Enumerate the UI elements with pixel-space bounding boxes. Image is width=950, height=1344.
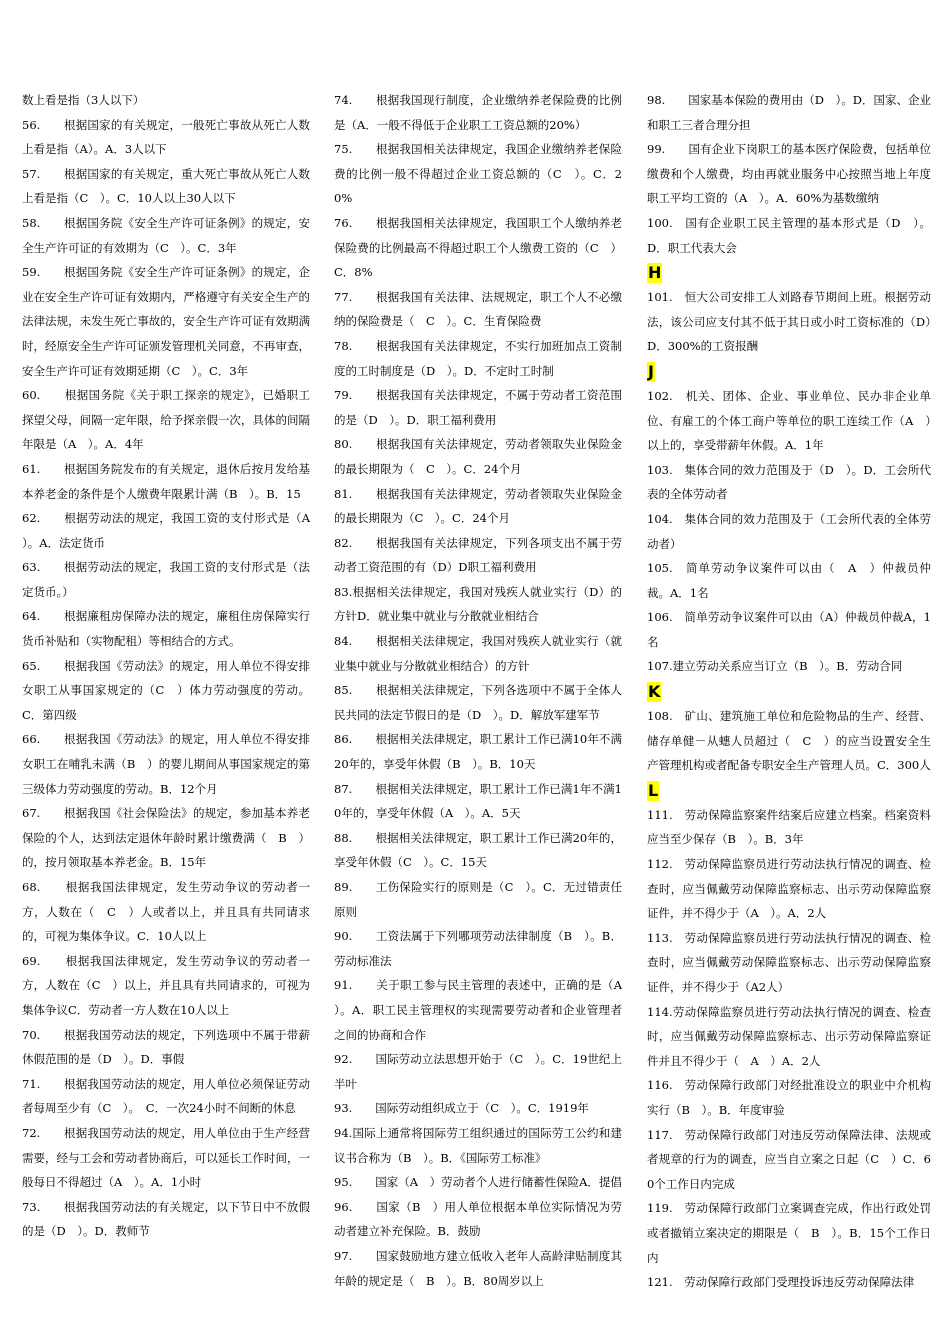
question-item: 80. 根据我国有关法律规定，劳动者领取失业保险金的最长期限为（ C ）。C．24个月 xyxy=(334,437,622,476)
question-item: 66. 根据我国《劳动法》的规定，用人单位不得安排女职工在哺乳未满（B ）的婴儿期间从事国家规定的第三级体力劳动强度的劳动。B．12个月 xyxy=(22,732,310,796)
question-item: 93. 国际劳动组织成立于（C ）。C．1919年 xyxy=(334,1101,589,1116)
question-item: 112. 劳动保障监察员进行劳动法执行情况的调查、检查时，应当佩戴劳动保障监察标志、出示劳动保障监察证件，并不得少于（A ）。A．2人 xyxy=(647,857,931,921)
section-letter-heading: J xyxy=(648,361,654,381)
question-item: 59. 根据国务院《安全生产许可证条例》的规定，企业在安全生产许可证有效期内，严格遵守有关安全生产的法律法规，未发生死亡事故的，安全生产许可证有效期满时，经原安全生产许可证颁发管理机关同意，不再审查，安全生产许可证有效期延期（C ）。C．3年 xyxy=(22,265,310,378)
question-item: 56. 根据国家的有关规定，一般死亡事故从死亡人数上看是指（A）。A．3人以下 xyxy=(22,117,310,157)
question-item: 106. 简单劳动争议案件可以由（A）仲裁员仲裁A，1名 xyxy=(647,610,931,649)
question-item: 102. 机关、团体、企业、事业单位、民办非企业单位、有雇工的个体工商户等单位的职工连续工作（A ）以上的，享受带薪年休假。A．1年 xyxy=(647,388,931,453)
question-item: 61. 根据国务院发布的有关规定，退休后按月发给基本养老金的条件是个人缴费年限累计满（B ）。B．15 xyxy=(22,461,310,501)
question-item: 92. 国际劳动立法思想开始于（C ）。C．19世纪上半叶 xyxy=(334,1052,622,1091)
question-item: 74. 根据我国现行制度，企业缴纳养老保险费的比例是（A．一般不得低于企业职工工资总额的20%） xyxy=(334,93,622,132)
question-item: 60. 根据国务院《关于职工探亲的规定》，已婚职工探望父母，间隔一定年限，给予探亲假一次，具体的间隔年限是（A ）。A．4年 xyxy=(22,388,310,452)
question-item: 71. 根据我国劳动法的规定，用人单位必须保证劳动者每周至少有（C ）。 C．一次24小时不间断的休息 xyxy=(22,1076,310,1116)
question-item: 114.劳动保障监察员进行劳动法执行情况的调查、检查时，应当佩戴劳动保障监察标志、出示劳动保障监察证件并且不得少于（ A ）A．2人 xyxy=(647,1004,931,1068)
question-item: 121. 劳动保障行政部门受理投诉违反劳动保障法律 xyxy=(647,1275,915,1290)
question-item: 119. 劳动保障行政部门立案调查完成，作出行政处罚或者撤销立案决定的期限是（ B ）。B．15个工作日内 xyxy=(647,1201,931,1265)
question-item: 104. 集体合同的效力范围及于（工会所代表的全体劳动者） xyxy=(647,511,931,551)
section-letter-row xyxy=(647,260,931,285)
question-item: 98. 国家基本保险的费用由（D ）。D．国家、企业和职工三者合理分担 xyxy=(647,93,931,132)
question-item: 89. 工伤保险实行的原则是（C ）。C．无过错责任原则 xyxy=(334,880,622,919)
section-letter-heading: L xyxy=(648,780,659,800)
question-item: 88. 根据相关法律规定，职工累计工作已满20年的，享受年休假（C ）。C．15天 xyxy=(334,830,622,870)
question-item: 75. 根据我国相关法律规定，我国企业缴纳养老保险费的比例一般不得超过企业工资总额的（C ）。C．20% xyxy=(334,142,622,206)
section-letter-row xyxy=(647,679,931,704)
question-item: 111. 劳动保障监察案件结案后应建立档案。档案资料应当至少保存（B ）。B．3年 xyxy=(647,807,931,847)
question-item: 113. 劳动保障监察员进行劳动法执行情况的调查、检查时，应当佩戴劳动保障监察标志、出示劳动保障监察证件，并不得少于（A2人） xyxy=(647,930,931,994)
question-item: 117. 劳动保障行政部门对违反劳动保障法律、法规或者规章的行为的调查，应当自立案之日起（C ）C．60个工作日内完成 xyxy=(647,1127,931,1191)
question-item: 62. 根据劳动法的规定，我国工资的支付形式是（A ）。A．法定货币 xyxy=(22,511,322,550)
question-item: 100. 国有企业职工民主管理的基本形式是（D ）。D．职工代表大会 xyxy=(647,215,931,255)
question-item: 86. 根据相关法律规定，职工累计工作已满10年不满20年的，享受年休假（B ）。B．10天 xyxy=(334,732,622,772)
question-item: 101. 恒大公司安排工人刘路春节期间上班。根据劳动法，该公司应支付其不低于其日或小时工资标准的（D）D．300%的工资报酬 xyxy=(647,290,931,354)
question-item: 103. 集体合同的效力范围及于（D ）。D．工会所代表的全体劳动者 xyxy=(647,462,931,502)
question-item: 69. 根据我国法律规定，发生劳动争议的劳动者一方，人数在（C ）以上，并且具有共同请求的，可视为集体争议C．劳动者一方人数在10人以上 xyxy=(22,953,310,1017)
section-letter-row xyxy=(647,778,931,803)
question-item: 94.国际上通常将国际劳工组织通过的国际劳工公约和建议书合称为（B ）。B．《国际劳工标准》 xyxy=(334,1125,622,1165)
question-item: 108. 矿山、建筑施工单位和危险物品的生产、经营、储存单健－从蟪人员超过（ C ）的应当设置安全生产管理机构或者配备专职安全生产管理人员。C．300人 xyxy=(647,709,931,773)
section-letter-heading: K xyxy=(648,682,661,702)
question-item: 84. 根据相关法律规定，我国对残疾人就业实行（就业集中就业与分散就业相结合）的方针 xyxy=(334,634,622,673)
question-item: 97. 国家鼓励地方建立低收入老年人高龄津贴制度其年龄的规定是（ B ）。B．80周岁以上 xyxy=(334,1248,622,1288)
question-item: 73. 根据我国劳动法的有关规定，以下节日中不放假的是（D ）。D．教师节 xyxy=(22,1199,310,1239)
question-item: 72. 根据我国劳动法的规定，用人单位由于生产经营需要，经与工会和劳动者协商后，可以延长工作时间，一般每日不得超过（A ）。A．1小时 xyxy=(22,1125,310,1190)
column-2 xyxy=(334,88,634,1293)
question-item: 70. 根据我国劳动法的规定，下列选项中不属于带薪休假范围的是（D ）。D．事假 xyxy=(22,1027,310,1067)
question-item: 82. 根据我国有关法律规定，下列各项支出不属于劳动者工资范围的有（D）D职工福利费用 xyxy=(334,535,622,575)
question-item: 57. 根据国家的有关规定，重大死亡事故从死亡人数上看是指（C ）。C．10人以上30人以下 xyxy=(22,166,310,206)
question-item: 77. 根据我国有关法律、法规规定，职工个人不必缴纳的保险费是（ C ）。C．生育保险费 xyxy=(334,289,622,329)
question-item: 87. 根据相关法律规定，职工累计工作已满1年不满10年的，享受年休假（A ）。A．5天 xyxy=(334,781,622,821)
question-item: 81. 根据我国有关法律规定，劳动者领取失业保险金的最长期限为（C ）。C．24个月 xyxy=(334,486,622,526)
question-item: 91. 关于职工参与民主管理的表述中，正确的是（A ）。A．职工民主管理权的实现需要劳动者和企业管理者之间的协商和合作 xyxy=(334,978,634,1042)
question-item: 63. 根据劳动法的规定，我国工资的支付形式是（法定货币。） xyxy=(22,560,310,599)
section-letter-heading: H xyxy=(648,263,662,283)
question-item: 58. 根据国务院《安全生产许可证条例》的规定，安全生产许可证的有效期为（C ）。C．3年 xyxy=(22,215,310,255)
question-item: 116. 劳动保障行政部门对经批准设立的职业中介机构实行（B ）。B．年度审验 xyxy=(647,1078,931,1117)
question-item: 64. 根据廉租房保障办法的规定，廉租住房保障实行货币补贴和（实物配租）等相结合的方式。 xyxy=(22,609,310,649)
question-item: 68. 根据我国法律规定，发生劳动争议的劳动者一方，人数在（ C ）人或者以上，并且具有共同请求的，可视为集体争议。C．10人以上 xyxy=(22,880,310,944)
question-item: 96. 国家（B ）用人单位根据本单位实际情况为劳动者建立补充保险。B．鼓励 xyxy=(334,1199,622,1239)
question-item: 79. 根据我国有关法律规定，不属于劳动者工资范围的是（D ）。D．职工福利费用 xyxy=(334,388,622,427)
section-letter-row xyxy=(647,359,931,384)
question-item: 78. 根据我国有关法律规定，不实行加班加点工资制度的工时制度是（D ）。D．不定时工时制 xyxy=(334,338,622,378)
question-item: 65. 根据我国《劳动法》的规定，用人单位不得安排女职工从事国家规定的（C ）体力劳动强度的劳动。C．第四级 xyxy=(22,658,310,722)
question-item: 90. 工资法属于下列哪项劳动法律制度（B ）。B．劳动标准法 xyxy=(334,929,622,968)
question-item: 99. 国有企业下岗职工的基本医疗保险费，包括单位缴费和个人缴费，均由再就业服务中心按照当地上年度职工平均工资的（A ）。A．60%为基数缴纳 xyxy=(647,142,931,206)
question-item: 107.建立劳动关系应当订立（B ）。B．劳动合同 xyxy=(647,659,903,674)
question-item: 数上看是指（3人以下） xyxy=(22,93,145,107)
question-item: 95. 国家（A ）劳动者个人进行储蓄性保险A．提倡 xyxy=(334,1175,622,1190)
column-3 xyxy=(647,88,931,1295)
question-item: 67. 根据我国《社会保险法》的规定，参加基本养老保险的个人，达到法定退休年龄时累计缴费满（ B ）的，按月领取基本养老金。B．15年 xyxy=(22,806,310,870)
question-item: 105. 简单劳动争议案件可以由（ A ）仲裁员仲裁。A．1名 xyxy=(647,561,931,600)
question-item: 85. 根据相关法律规定，下列各选项中不属于全体人民共同的法定节假日的是（D ）。D．解放军建军节 xyxy=(334,683,622,722)
question-item: 83.根据相关法律规定，我国对残疾人就业实行（D）的方针D．就业集中就业与分散就业相结合 xyxy=(334,584,622,624)
question-item: 76. 根据我国相关法律规定，我国职工个人缴纳养老保险费的比例最高不得超过职工个人缴费工资的（C ）C．8% xyxy=(334,215,622,280)
column-1 xyxy=(22,88,322,1244)
